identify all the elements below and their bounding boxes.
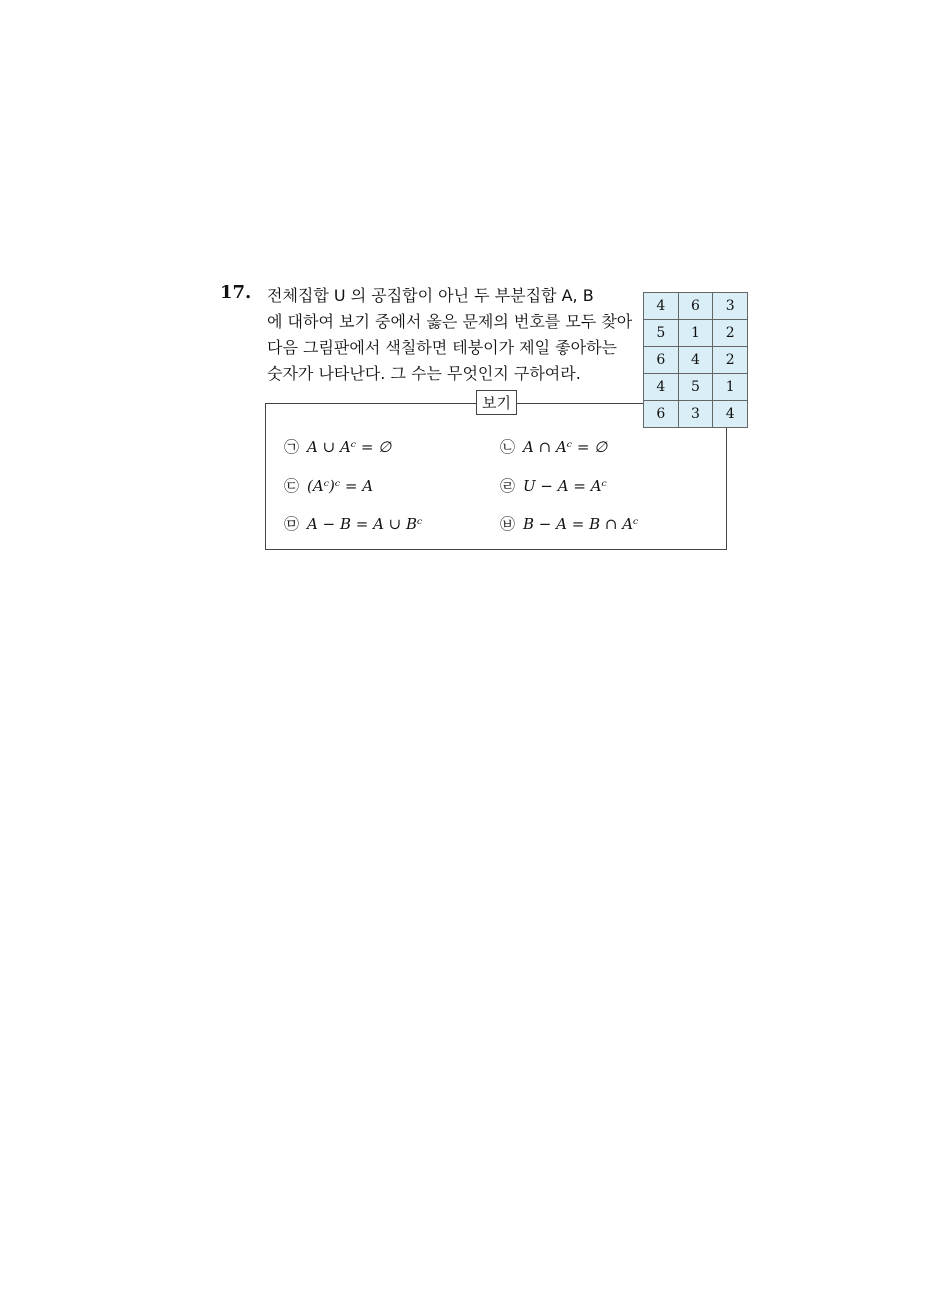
problem-line-4: 숫자가 나타난다. 그 수는 무엇인지 구하여라. [267, 364, 581, 383]
grid-cell: 2 [713, 320, 748, 347]
grid-cell: 4 [713, 401, 748, 428]
grid-row [644, 401, 748, 428]
bogi-expr: A − B = A ∪ Bᶜ [307, 515, 423, 533]
grid-cell: 6 [644, 401, 679, 428]
bogi-item-4 [500, 475, 607, 496]
bogi-item-2 [500, 436, 607, 457]
grid-cell: 2 [713, 347, 748, 374]
bogi-marker: ㉢ [284, 477, 300, 495]
grid-row [644, 293, 748, 320]
bogi-marker: ㉡ [500, 438, 516, 456]
grid-cell: 4 [644, 374, 679, 401]
grid-cell: 3 [713, 293, 748, 320]
problem-line-1: 전체집합 U 의 공집합이 아닌 두 부분집합 A, B [267, 286, 594, 305]
problem-number: 17. [220, 282, 252, 303]
grid-cell: 3 [678, 401, 713, 428]
grid-row [644, 347, 748, 374]
grid-cell: 4 [644, 293, 679, 320]
grid-cell: 4 [678, 347, 713, 374]
grid-cell: 1 [678, 320, 713, 347]
grid-row [644, 320, 748, 347]
bogi-marker: ㉠ [284, 438, 300, 456]
grid-cell: 1 [713, 374, 748, 401]
grid-cell: 5 [644, 320, 679, 347]
bogi-expr: B − A = B ∩ Aᶜ [523, 515, 639, 533]
number-grid [643, 292, 748, 428]
bogi-item-5 [284, 513, 422, 534]
bogi-item-6 [500, 513, 638, 534]
bogi-marker: ㉣ [500, 477, 516, 495]
bogi-marker: ㉥ [500, 515, 516, 533]
grid-cell: 5 [678, 374, 713, 401]
problem-line-2: 에 대하여 보기 중에서 옳은 문제의 번호를 모두 찾아 [267, 312, 633, 331]
grid-cell: 6 [678, 293, 713, 320]
bogi-expr: A ∩ Aᶜ = ∅ [523, 438, 608, 456]
bogi-item-1 [284, 436, 391, 457]
problem-line-3: 다음 그림판에서 색칠하면 테붕이가 제일 좋아하는 [267, 338, 618, 357]
bogi-marker: ㉤ [284, 515, 300, 533]
grid-row [644, 374, 748, 401]
grid-cell: 6 [644, 347, 679, 374]
bogi-expr: U − A = Aᶜ [523, 477, 607, 495]
bogi-item-3 [284, 475, 373, 496]
bogi-expr: (Aᶜ)ᶜ = A [307, 477, 374, 495]
bogi-expr: A ∪ Aᶜ = ∅ [307, 438, 392, 456]
bogi-label: 보기 [476, 390, 517, 415]
